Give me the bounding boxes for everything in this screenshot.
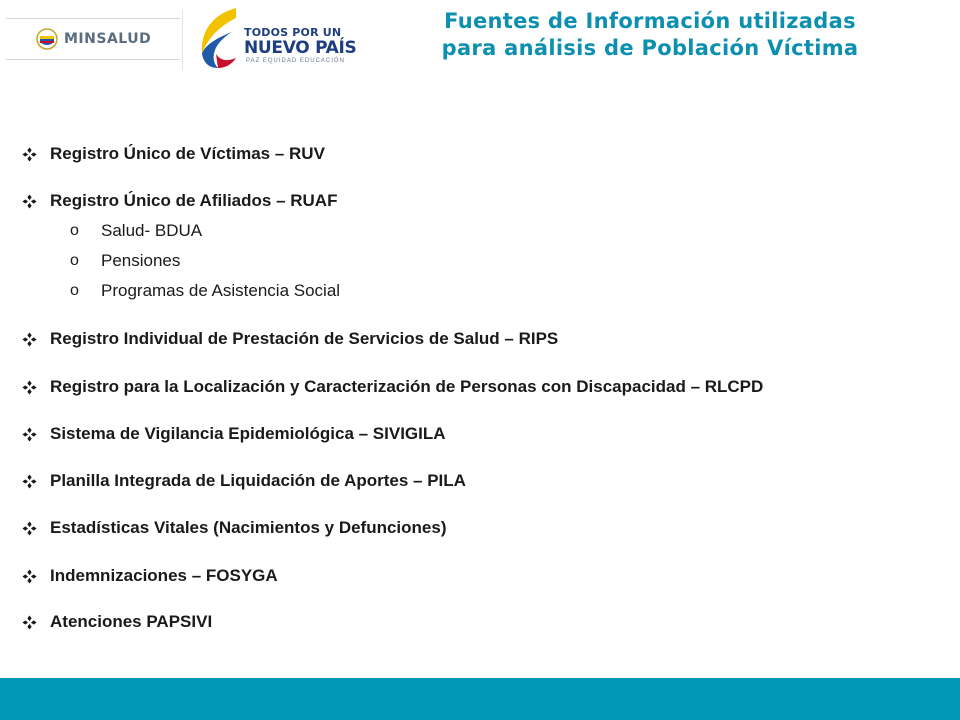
list-item-label: Planilla Integrada de Liquidación de Aportes – PILA — [50, 471, 466, 490]
header — [0, 0, 960, 90]
sub-list-item — [22, 221, 952, 241]
list-item-label: Registro Único de Víctimas – RUV — [50, 144, 325, 163]
list-item — [22, 612, 952, 632]
list-item — [22, 329, 952, 349]
list-item-label: Indemnizaciones – FOSYGA — [50, 566, 278, 585]
list-item — [22, 424, 952, 444]
list-item — [22, 471, 952, 491]
minsalud-logo-text: MINSALUD — [64, 31, 152, 47]
list-item — [22, 377, 952, 397]
list-item-label: Sistema de Vigilancia Epidemiológica – SIVIGILA — [50, 424, 446, 443]
sub-list-item — [22, 251, 952, 271]
diamond-bullet-icon — [22, 521, 37, 536]
list-item — [22, 566, 952, 586]
list-item — [22, 518, 952, 538]
list-item — [22, 144, 952, 164]
diamond-bullet-icon — [22, 147, 37, 162]
logo-line-1: TODOS POR UN — [244, 26, 342, 39]
sources-list — [22, 140, 952, 632]
sub-list-item-label: Salud- BDUA — [101, 221, 203, 240]
logo-divider — [182, 10, 183, 70]
tricolor-swoosh-icon — [196, 4, 244, 72]
list-item-label: Registro Único de Afiliados – RUAF — [50, 191, 338, 210]
sub-bullet: o — [70, 282, 79, 299]
list-item-label: Estadísticas Vitales (Nacimientos y Defunciones) — [50, 518, 447, 537]
list-item — [22, 191, 952, 211]
minsalud-logo — [6, 18, 180, 60]
diamond-bullet-icon — [22, 474, 37, 489]
sub-list-item-label: Pensiones — [101, 251, 181, 270]
sub-bullet: o — [70, 252, 79, 269]
slide-title — [370, 8, 930, 62]
sub-list-item-label: Programas de Asistencia Social — [101, 281, 341, 300]
sub-list-item — [22, 281, 952, 301]
diamond-bullet-icon — [22, 427, 37, 442]
diamond-bullet-icon — [22, 332, 37, 347]
diamond-bullet-icon — [22, 194, 37, 209]
diamond-bullet-icon — [22, 569, 37, 584]
diamond-bullet-icon — [22, 380, 37, 395]
logo-line-2: NUEVO PAÍS — [244, 38, 357, 58]
list-item-label: Registro Individual de Prestación de Servicios de Salud – RIPS — [50, 329, 559, 348]
logo-tagline: PAZ EQUIDAD EDUCACIÓN — [246, 58, 345, 64]
diamond-bullet-icon — [22, 615, 37, 630]
footer-bar — [0, 678, 960, 720]
sub-bullet: o — [70, 222, 79, 239]
slide-title-line-1: Fuentes de Información utilizadas — [444, 9, 856, 33]
list-item-label: Atenciones PAPSIVI — [50, 612, 213, 631]
colombia-seal-icon — [36, 28, 58, 50]
todos-por-un-nuevo-pais-logo — [196, 4, 356, 72]
slide-title-line-2: para análisis de Población Víctima — [441, 36, 859, 60]
list-item-label: Registro para la Localización y Caracterización de Personas con Discapacidad – RLCPD — [50, 377, 764, 396]
